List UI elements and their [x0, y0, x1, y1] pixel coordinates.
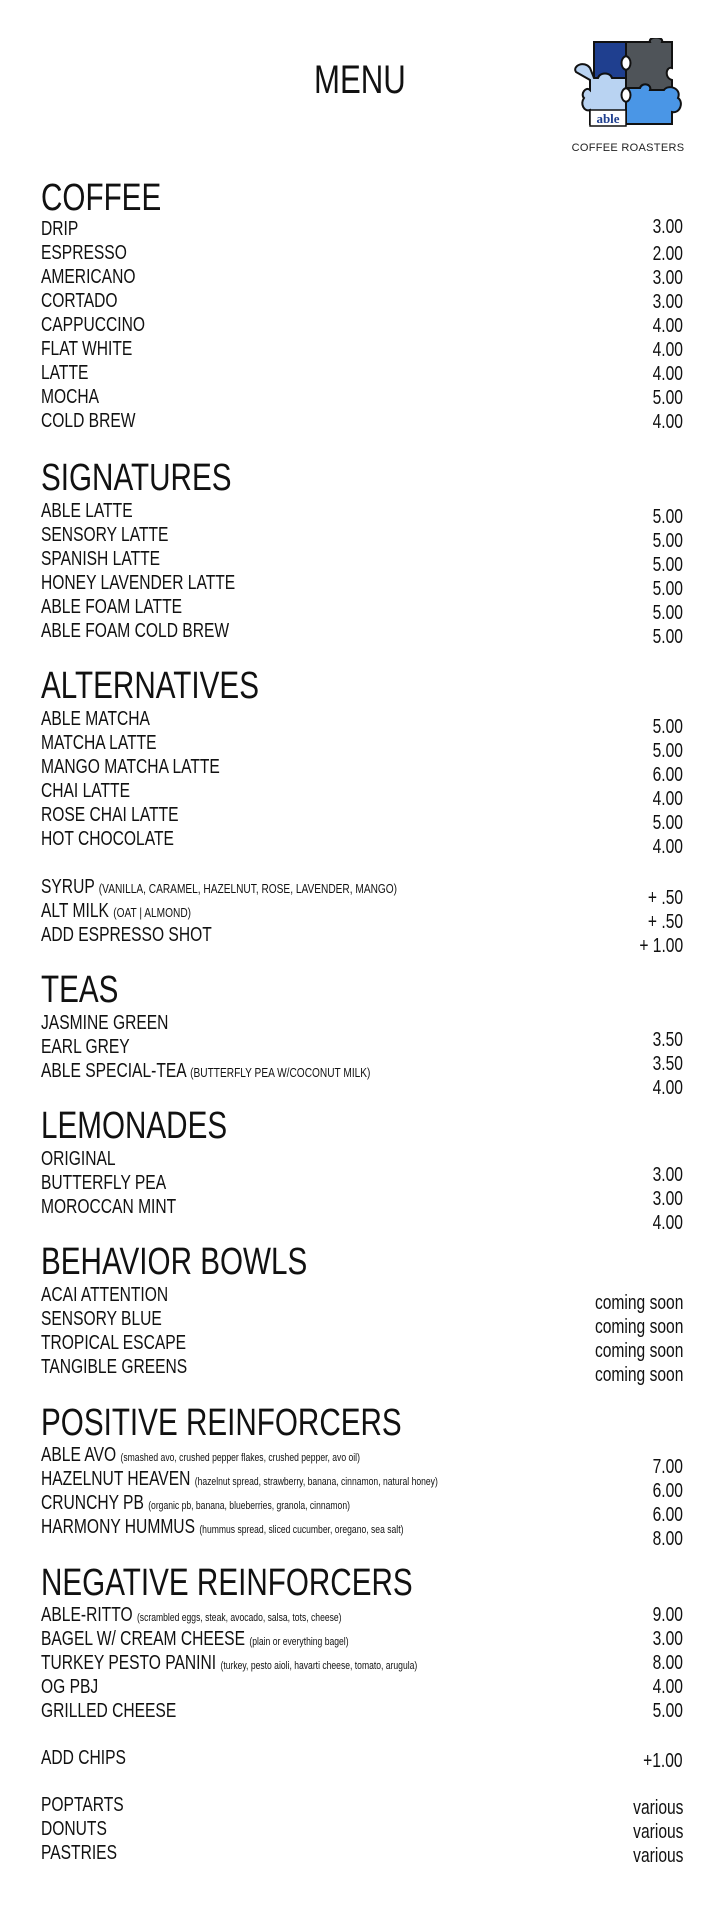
- menu-item: ACAI ATTENTION: [41, 1284, 169, 1306]
- menu-item: CAPPUCCINO: [41, 314, 146, 336]
- menu-item: CRUNCHY PB (organic pb, banana, blueberries, granola, cinnamon): [41, 1492, 350, 1514]
- section-heading-behavior-bowls: BEHAVIOR BOWLS: [41, 1241, 308, 1283]
- menu-item: HONEY LAVENDER LATTE: [41, 572, 236, 594]
- item-price: 5.00: [652, 554, 683, 576]
- section-heading-lemonades: LEMONADES: [41, 1105, 228, 1147]
- item-price: 5.00: [652, 387, 683, 409]
- menu-item: GRILLED CHEESE: [41, 1700, 177, 1722]
- menu-item: SPANISH LATTE: [41, 548, 161, 570]
- item-price: various: [632, 1821, 683, 1843]
- menu-item: MATCHA LATTE: [41, 732, 157, 754]
- item-price: 5.00: [652, 716, 683, 738]
- section-heading-teas: TEAS: [41, 969, 119, 1011]
- item-price: 5.00: [652, 530, 683, 552]
- item-price: 4.00: [652, 788, 683, 810]
- item-price: 6.00: [652, 764, 683, 786]
- menu-item: MOCHA: [41, 386, 100, 408]
- section-heading-alternatives: ALTERNATIVES: [41, 665, 259, 707]
- section-heading-coffee: COFFEE: [41, 177, 162, 219]
- item-price: 3.00: [652, 216, 683, 238]
- section-heading-positive-reinforcers: POSITIVE REINFORCERS: [41, 1402, 402, 1444]
- menu-item: ABLE AVO (smashed avo, crushed pepper flakes, crushed pepper, avo oil): [41, 1444, 360, 1466]
- item-price: 4.00: [652, 1212, 683, 1234]
- menu-item: ABLE FOAM LATTE: [41, 596, 183, 618]
- addon-price: + .50: [647, 887, 683, 909]
- menu-item: ABLE-RITTO (scrambled eggs, steak, avocado, salsa, tots, cheese): [41, 1604, 342, 1626]
- item-price: various: [632, 1845, 683, 1867]
- menu-item: PASTRIES: [41, 1842, 118, 1864]
- menu-item: SENSORY BLUE: [41, 1308, 162, 1330]
- menu-item: TURKEY PESTO PANINI (turkey, pesto aioli, havarti cheese, tomato, arugula): [41, 1652, 418, 1674]
- item-price: 6.00: [652, 1504, 683, 1526]
- menu-item: ABLE FOAM COLD BREW: [41, 620, 230, 642]
- item-price: 4.00: [652, 315, 683, 337]
- item-price: 5.00: [652, 578, 683, 600]
- menu-title: MENU: [314, 58, 406, 102]
- item-price: coming soon: [594, 1364, 683, 1386]
- menu-item: MOROCCAN MINT: [41, 1196, 177, 1218]
- menu-item: LATTE: [41, 362, 89, 384]
- item-price: 5.00: [652, 1700, 683, 1722]
- menu-item: COLD BREW: [41, 410, 136, 432]
- menu-item: ABLE SPECIAL-TEA (BUTTERFLY PEA W/COCONUT MILK): [41, 1060, 371, 1082]
- item-price: coming soon: [594, 1316, 683, 1338]
- section-heading-signatures: SIGNATURES: [41, 457, 232, 499]
- item-price: 3.00: [652, 1628, 683, 1650]
- item-price: 3.00: [652, 267, 683, 289]
- item-price: 4.00: [652, 1077, 683, 1099]
- item-price: 5.00: [652, 740, 683, 762]
- addon-price: +1.00: [643, 1750, 683, 1772]
- item-price: 5.00: [652, 506, 683, 528]
- addon-item: ADD CHIPS: [41, 1747, 126, 1769]
- menu-item: DONUTS: [41, 1818, 107, 1840]
- menu-item: EARL GREY: [41, 1036, 130, 1058]
- menu-item: ESPRESSO: [41, 242, 127, 264]
- addon-price: + .50: [647, 911, 683, 933]
- menu-item: ABLE MATCHA: [41, 708, 150, 730]
- item-price: 2.00: [652, 243, 683, 265]
- menu-item: ROSE CHAI LATTE: [41, 804, 179, 826]
- item-price: 4.00: [652, 836, 683, 858]
- menu-item: JASMINE GREEN: [41, 1012, 169, 1034]
- item-price: 7.00: [652, 1456, 683, 1478]
- menu-item: BAGEL W/ CREAM CHEESE (plain or everything bagel): [41, 1628, 349, 1650]
- addon-item: ALT MILK (OAT | ALMOND): [41, 900, 192, 922]
- item-price: 3.50: [652, 1053, 683, 1075]
- menu-item: POPTARTS: [41, 1794, 124, 1816]
- menu-item: MANGO MATCHA LATTE: [41, 756, 220, 778]
- item-price: 5.00: [652, 812, 683, 834]
- menu-item: SENSORY LATTE: [41, 524, 169, 546]
- menu-item: AMERICANO: [41, 266, 136, 288]
- item-price: 4.00: [652, 363, 683, 385]
- item-price: 3.00: [652, 1164, 683, 1186]
- logo-subtitle: COFFEE ROASTERS: [571, 142, 685, 154]
- item-price: 3.00: [652, 1188, 683, 1210]
- menu-item: DRIP: [41, 218, 79, 240]
- able-logo: [568, 38, 688, 162]
- addon-price: + 1.00: [639, 935, 683, 957]
- item-price: 8.00: [652, 1652, 683, 1674]
- item-price: 4.00: [652, 339, 683, 361]
- item-price: 3.50: [652, 1029, 683, 1051]
- menu-item: TANGIBLE GREENS: [41, 1356, 188, 1378]
- menu-item: HARMONY HUMMUS (hummus spread, sliced cucumber, oregano, sea salt): [41, 1516, 404, 1538]
- item-price: 4.00: [652, 1676, 683, 1698]
- item-price: 4.00: [652, 411, 683, 433]
- item-price: coming soon: [594, 1292, 683, 1314]
- menu-item: ORIGINAL: [41, 1148, 116, 1170]
- menu-item: TROPICAL ESCAPE: [41, 1332, 187, 1354]
- menu-item: HAZELNUT HEAVEN (hazelnut spread, strawberry, banana, cinnamon, natural honey): [41, 1468, 438, 1490]
- item-price: 5.00: [652, 626, 683, 648]
- puzzle-logo-icon: [568, 38, 688, 140]
- item-price: various: [632, 1797, 683, 1819]
- section-heading-negative-reinforcers: NEGATIVE REINFORCERS: [41, 1562, 413, 1604]
- menu-item: HOT CHOCOLATE: [41, 828, 174, 850]
- item-price: 3.00: [652, 291, 683, 313]
- addon-item: ADD ESPRESSO SHOT: [41, 924, 212, 946]
- menu-item: BUTTERFLY PEA: [41, 1172, 167, 1194]
- menu-item: FLAT WHITE: [41, 338, 133, 360]
- item-price: coming soon: [594, 1340, 683, 1362]
- item-price: 9.00: [652, 1604, 683, 1626]
- item-price: 6.00: [652, 1480, 683, 1502]
- item-price: 8.00: [652, 1528, 683, 1550]
- item-price: 5.00: [652, 602, 683, 624]
- menu-item: OG PBJ: [41, 1676, 99, 1698]
- logo-word: able: [596, 111, 620, 126]
- addon-item: SYRUP (VANILLA, CARAMEL, HAZELNUT, ROSE, LAVENDER, MANGO): [41, 876, 398, 898]
- menu-item: CORTADO: [41, 290, 118, 312]
- menu-item: CHAI LATTE: [41, 780, 130, 802]
- menu-item: ABLE LATTE: [41, 500, 133, 522]
